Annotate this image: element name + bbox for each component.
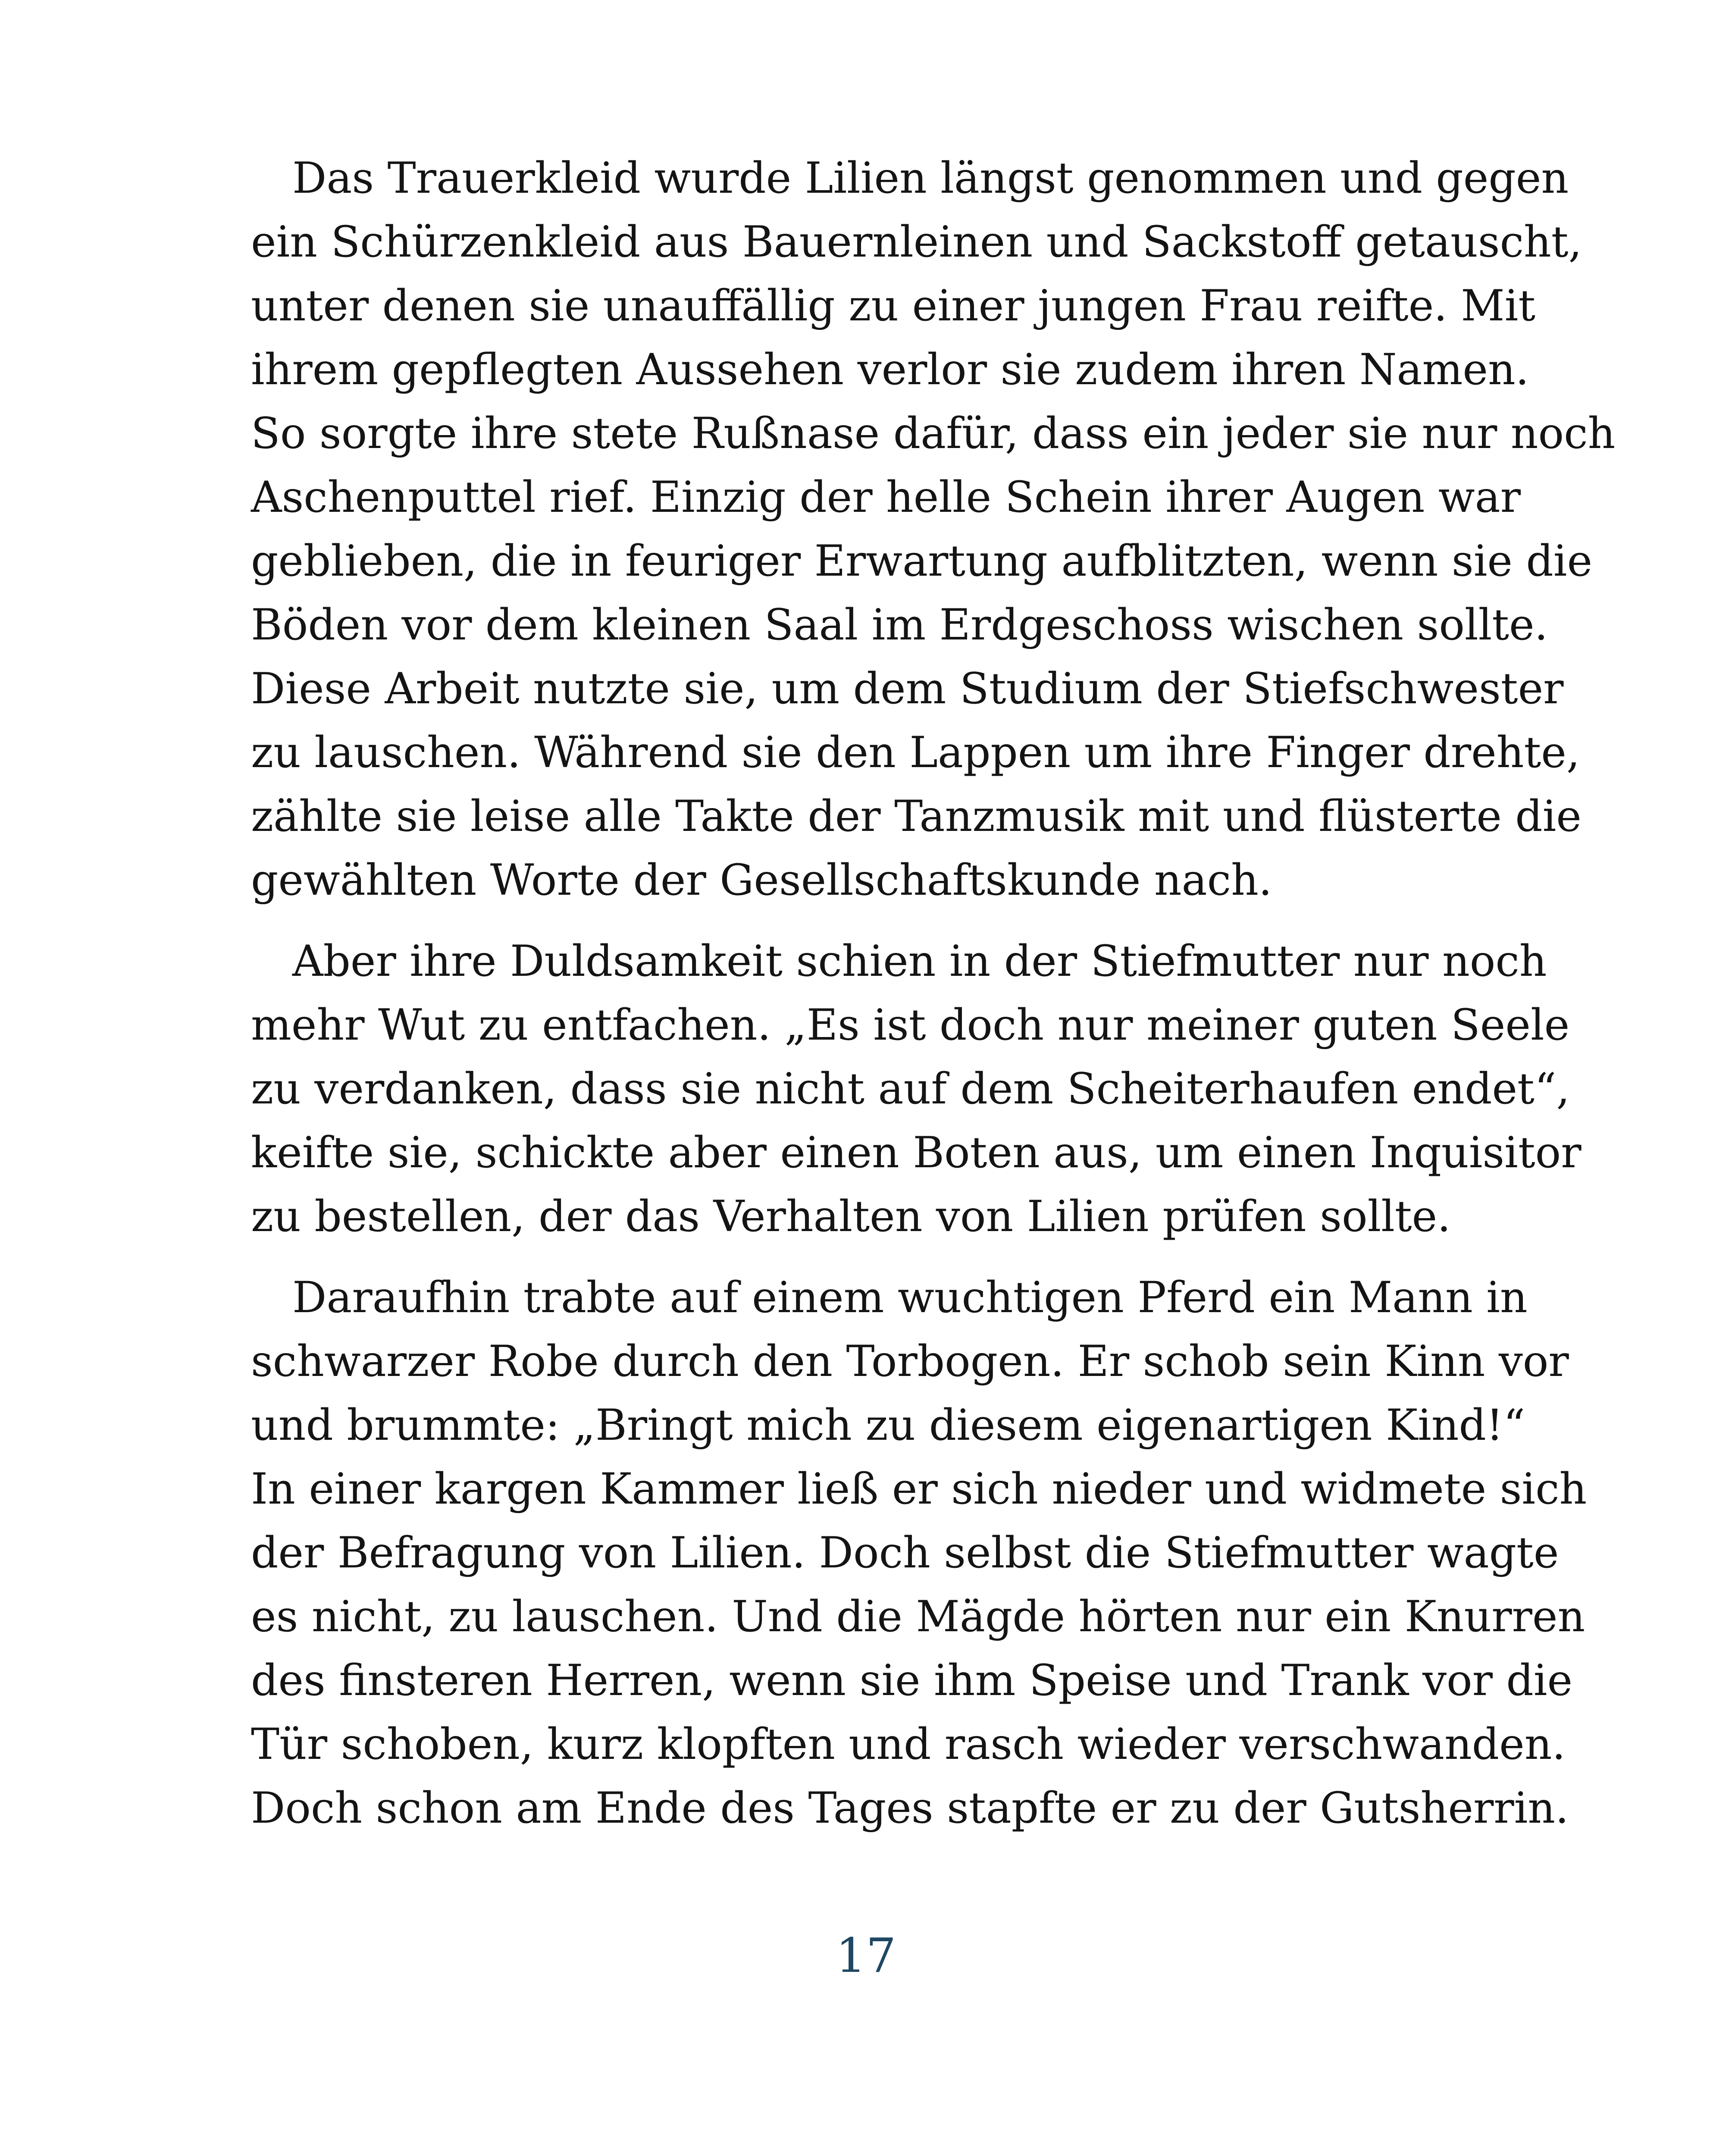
text-line: Aschenputtel rief. Einzig der helle Schein ihrer Augen war <box>251 473 1521 522</box>
text-line: zählte sie leise alle Takte der Tanzmusik mit und flüsterte die <box>251 792 1582 841</box>
text-line: Diese Arbeit nutzte sie, um dem Studium der Stiefschwester <box>251 664 1564 714</box>
text-line: schwarzer Robe durch den Torbogen. Er schob sein Kinn vor <box>251 1337 1569 1386</box>
text-line: Das Trauerkleid wurde Lilien längst genommen und gegen <box>292 154 1569 203</box>
text-line: und brummte: „Bringt mich zu diesem eigenartigen Kind!“ <box>251 1401 1525 1450</box>
text-line: In einer kargen Kammer ließ er sich nieder und widmete sich <box>251 1464 1587 1514</box>
text-line: zu bestellen, der das Verhalten von Lilien prüfen sollte. <box>251 1192 1451 1241</box>
paragraph-3 <box>251 1266 1587 1840</box>
text-line: Tür schoben, kurz klopften und rasch wieder verschwanden. <box>251 1720 1566 1769</box>
text-line: zu lauschen. Während sie den Lappen um ihre Finger drehte, <box>251 728 1580 777</box>
text-line: So sorgte ihre stete Rußnase dafür, dass ein jeder sie nur noch <box>251 409 1616 458</box>
body-text <box>251 147 1616 1858</box>
paragraph-2 <box>251 930 1582 1249</box>
page-number: 17 <box>836 1928 896 1983</box>
text-line: der Befragung von Lilien. Doch selbst die Stiefmutter wagte <box>251 1528 1559 1578</box>
text-line: des finsteren Herren, wenn sie ihm Speise und Trank vor die <box>251 1656 1573 1705</box>
text-line: mehr Wut zu entfachen. „Es ist doch nur meiner guten Seele <box>251 1000 1570 1050</box>
text-line: Böden vor dem kleinen Saal im Erdgeschoss wischen sollte. <box>251 600 1548 650</box>
text-line: ihrem gepflegten Aussehen verlor sie zudem ihren Namen. <box>251 345 1529 395</box>
text-line: unter denen sie unauffällig zu einer jungen Frau reifte. Mit <box>251 281 1536 331</box>
text-line: es nicht, zu lauschen. Und die Mägde hörten nur ein Knurren <box>251 1592 1585 1642</box>
text-line: gewählten Worte der Gesellschaftskunde nach. <box>251 856 1272 905</box>
text-line: Doch schon am Ende des Tages stapfte er zu der Gutsherrin. <box>251 1783 1569 1833</box>
text-line: keifte sie, schickte aber einen Boten aus, um einen Inquisitor <box>251 1128 1582 1178</box>
text-line: ein Schürzenkleid aus Bauernleinen und Sackstoff getauscht, <box>251 217 1582 267</box>
text-line: geblieben, die in feuriger Erwartung aufblitzten, wenn sie die <box>251 536 1593 586</box>
text-line: Daraufhin trabte auf einem wuchtigen Pferd ein Mann in <box>292 1273 1528 1322</box>
text-line: zu verdanken, dass sie nicht auf dem Scheiterhaufen endet“, <box>251 1064 1570 1114</box>
text-line: Aber ihre Duldsamkeit schien in der Stiefmutter nur noch <box>292 937 1547 986</box>
paragraph-1 <box>251 147 1616 912</box>
